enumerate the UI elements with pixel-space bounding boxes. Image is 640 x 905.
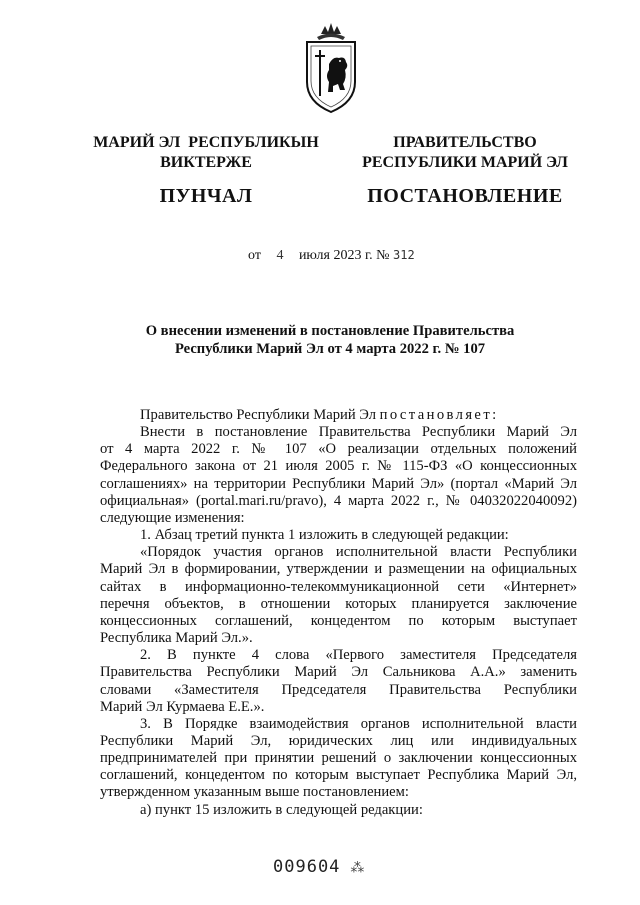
header-right-block — [340, 133, 590, 209]
body-line: Правительства Республики Марий Эл Сальникова А.А.» заменить — [100, 664, 577, 681]
body-line: Марий Эл в формировании, утверждении и размещении на официальных — [100, 561, 577, 578]
serial-number: 009604 — [273, 857, 341, 877]
body-line: следующие изменения: — [100, 509, 245, 526]
body-line: Республики Марий Эл, юридических лиц или индивидуальных — [100, 732, 577, 749]
body-line: соглашений, концедентом по которым выступает Республика Марий Эл, — [100, 767, 577, 784]
document-number: 312 — [393, 248, 415, 262]
body-line: концессионных соглашений, концедентом по которым выступает — [100, 612, 577, 629]
header-left-line1: МАРИЙ ЭЛ РЕСПУБЛИКЫН — [93, 134, 319, 151]
coat-of-arms-icon — [299, 20, 363, 116]
header-left-block — [78, 133, 334, 209]
body-line: утвержденном указанным выше постановлением: — [100, 784, 409, 801]
body-line: перечня объектов, в отношении которых планируется заключение — [100, 595, 577, 612]
body-line: от 4 марта 2022 г. № 107 «О реализации отдельных положений — [100, 441, 577, 458]
body-line: а) пункт 15 изложить в следующей редакции: — [140, 801, 423, 818]
body-text-spaced: постановляет: — [379, 407, 499, 423]
body-line: «Порядок участия органов исполнительной власти Республики — [140, 544, 577, 561]
date-month-year: июля 2023 г. № — [298, 248, 390, 263]
document-title — [100, 322, 560, 358]
body-line: Республика Марий Эл.». — [100, 630, 253, 647]
body-line: соглашениях» на территории Республики Марий Эл» (портал «Марий Эл — [100, 475, 577, 492]
title-line1: О внесении изменений в постановление Правительства — [145, 323, 515, 339]
body-line: Внести в постановление Правительства Республики Марий Эл — [140, 424, 577, 441]
body-line: официальная» (portal.mari.ru/pravo), 4 марта 2022 г., № 04032022040092) — [100, 492, 577, 509]
body-line: 1. Абзац третий пункта 1 изложить в следующей редакции: — [140, 527, 509, 544]
body-line: 2. В пункте 4 слова «Первого заместителя Председателя — [140, 647, 577, 664]
date-prefix: от — [248, 248, 261, 263]
body-text: Правительство Республики Марий Эл — [140, 407, 380, 423]
header-right-line1: ПРАВИТЕЛЬСТВО — [393, 134, 537, 151]
header-left-doc-type: ПУНЧАЛ — [159, 185, 253, 207]
body-line: предпринимателей при принятии решений о заключении концессионных — [100, 750, 577, 767]
body-line: сайтах в информационно-телекоммуникационной сети «Интернет» — [100, 578, 577, 595]
footer-serial — [273, 857, 365, 877]
body-line: Федерального закона от 21 июля 2005 г. № 115-ФЗ «О концессионных — [100, 458, 577, 475]
title-line2: Республики Марий Эл от 4 марта 2022 г. № 107 — [174, 341, 486, 357]
date-day: 4 — [276, 248, 284, 263]
header-right-line2: РЕСПУБЛИКИ МАРИЙ ЭЛ — [362, 154, 568, 171]
document-body — [100, 407, 577, 819]
body-line: словами «Заместителя Председателя Правительства Республики — [100, 681, 577, 698]
asterism-icon: ⁂ — [350, 860, 366, 876]
body-line: Марий Эл Курмаева Е.Е.». — [100, 698, 265, 715]
body-line: 3. В Порядке взаимодействия органов исполнительной власти — [140, 715, 577, 732]
body-paragraph — [100, 407, 577, 424]
header-right-doc-type: ПОСТАНОВЛЕНИЕ — [367, 185, 563, 207]
date-line — [248, 248, 415, 264]
header-left-line2: ВИКТЕРЖЕ — [160, 154, 252, 171]
